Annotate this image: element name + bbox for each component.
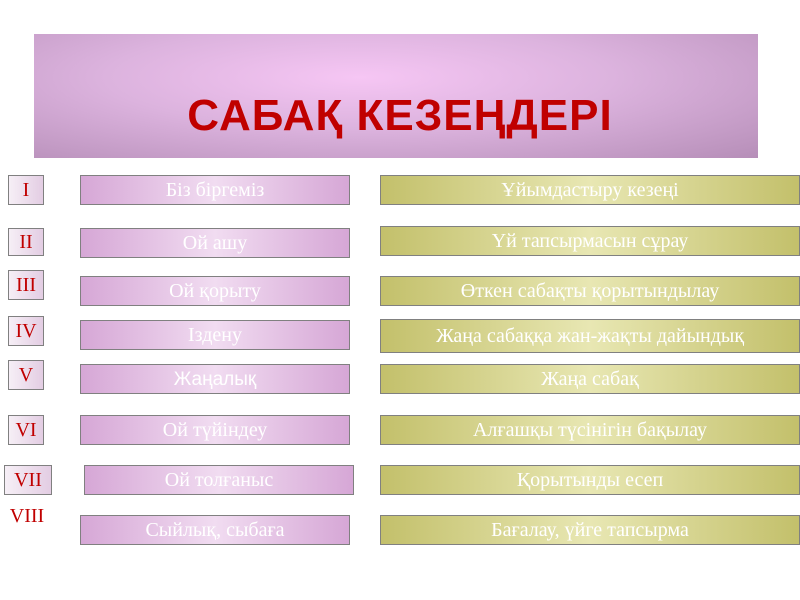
stage-name: Ой толғаныс [84,465,354,495]
stage-description: Ұйымдастыру кезеңі [380,175,800,205]
stage-name: Ой қорыту [80,276,350,306]
stage-numeral: VIII [9,505,45,527]
stage-description: Жаңа сабаққа жан-жақты дайындық [380,319,800,353]
stage-numeral: III [8,270,44,300]
stage-name: Біз біргеміз [80,175,350,205]
stage-description: Үй тапсырмасын сұрау [380,226,800,256]
stage-numeral: I [8,175,44,205]
stage-name: Сыйлық, сыбаға [80,515,350,545]
stage-name: Іздену [80,320,350,350]
page-title: САБАҚ КЕЗЕҢДЕРІ [187,91,613,140]
stage-description: Жаңа сабақ [380,364,800,394]
stage-numeral: V [8,360,44,390]
stage-numeral: IV [8,316,44,346]
stage-description: Өткен сабақты қорытындылау [380,276,800,306]
stage-name: Ой ашу [80,228,350,258]
stage-name: Жаңалық [80,364,350,394]
stage-numeral: VII [4,465,52,495]
stage-numeral: VI [8,415,44,445]
stage-description: Алғашқы түсінігін бақылау [380,415,800,445]
stage-description: Қорытынды есеп [380,465,800,495]
stage-description: Бағалау, үйге тапсырма [380,515,800,545]
stage-name: Ой түйіндеу [80,415,350,445]
stage-numeral: II [8,228,44,256]
